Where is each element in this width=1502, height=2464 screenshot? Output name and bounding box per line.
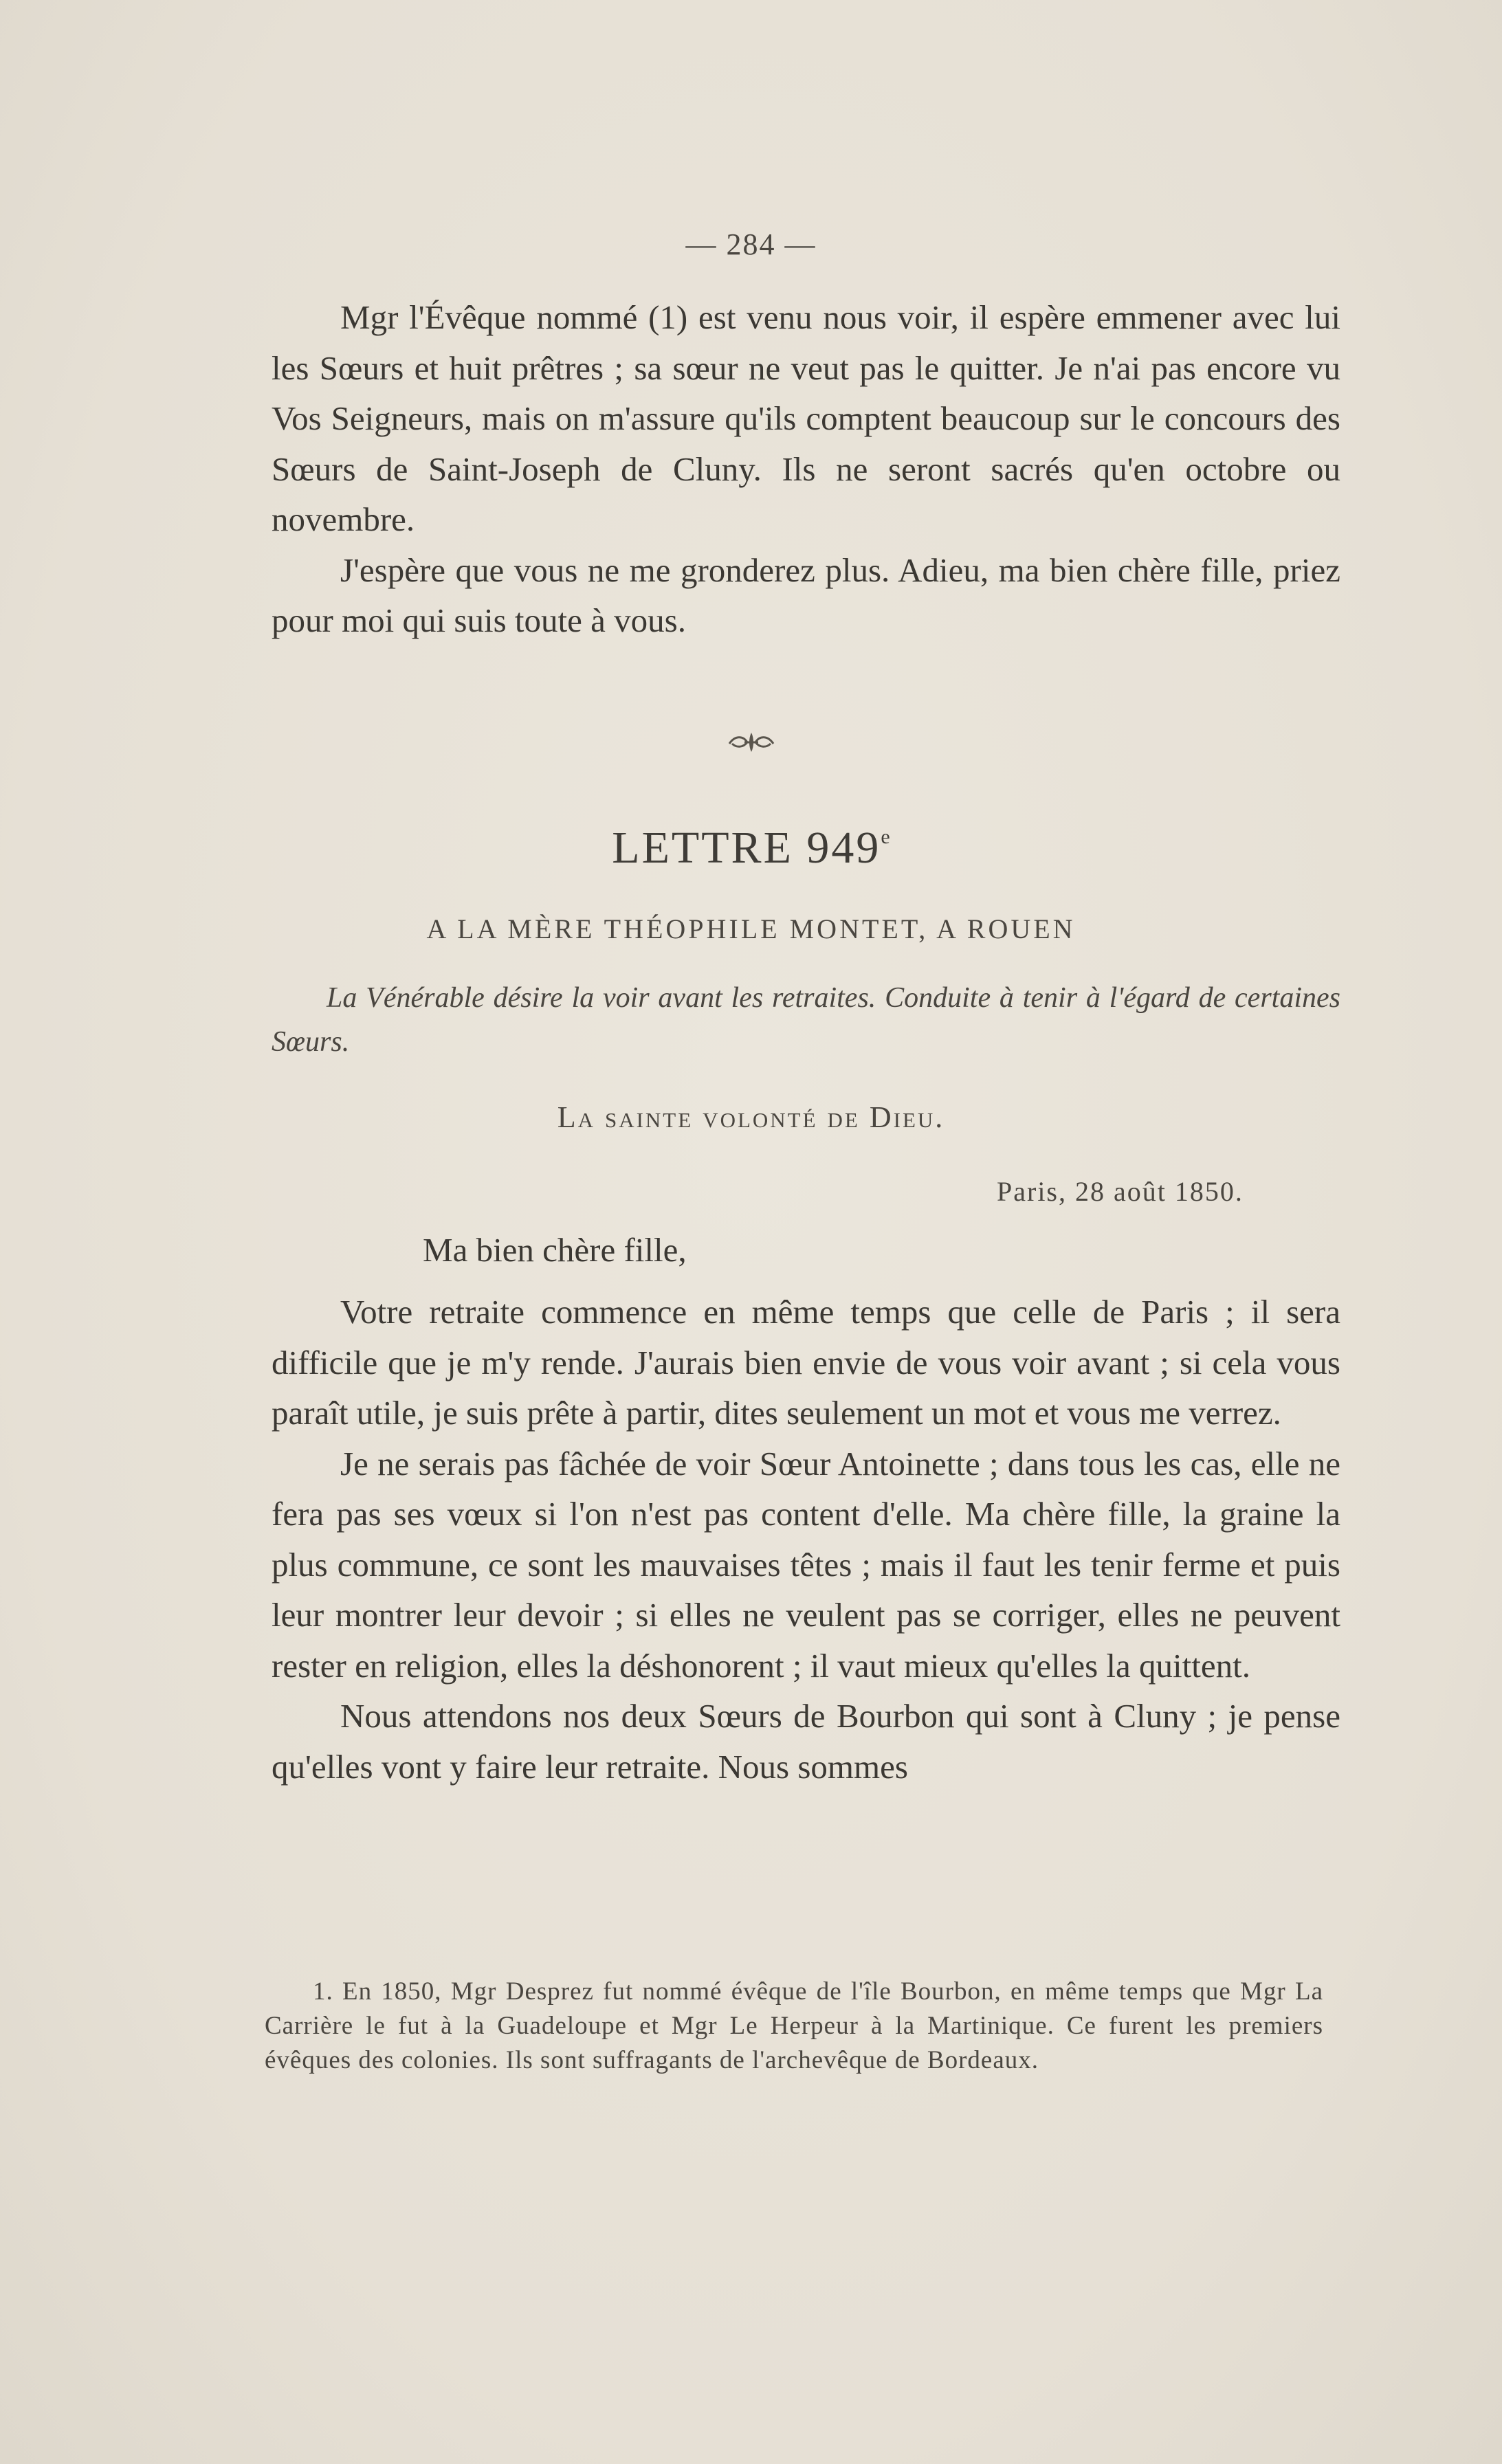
letter-title-suffix: e (881, 825, 890, 848)
fleuron-ornament-icon (0, 729, 1502, 759)
continued-letter-text (272, 292, 1340, 646)
letter-title-text: LETTRE 949 (612, 823, 881, 873)
letter-salutation: Ma bien chère fille, (423, 1231, 687, 1269)
letter-title (0, 822, 1502, 874)
letter-dateline: Paris, 28 août 1850. (997, 1176, 1244, 1207)
letter-motto: La sainte volonté de Dieu. (557, 1100, 945, 1134)
paragraph-sisters: Je ne serais pas fâchée de voir Sœur Antoinette ; dans tous les cas, elle ne fera pas ses vœux si l'on n'est pas content d'elle. Ma chère fille, la graine la plus commune, ce sont les mauvaises têtes ; mais il faut les tenir ferme et puis leur montrer leur devoir ; si elles ne veulent pas se corriger, elles ne peuvent rester en religion, elles la déshonorent ; il vaut mieux qu'elles la quittent. (272, 1444, 1340, 1685)
letter-recipient: A LA MÈRE THÉOPHILE MONTET, A ROUEN (426, 913, 1076, 944)
page-number: — 284 — (685, 227, 817, 261)
paragraph-farewell: J'espère que vous ne me gronderez plus. Adieu, ma bien chère fille, priez pour moi qui suis toute à vous. (272, 551, 1340, 639)
letter-body (272, 1287, 1340, 1792)
paragraph-bourbon-sisters: Nous attendons nos deux Sœurs de Bourbon qui sont à Cluny ; je pense qu'elles vont y faire leur retraite. Nous sommes (272, 1697, 1340, 1786)
footnote: 1. En 1850, Mgr Desprez fut nommé évêque de l'île Bourbon, en même temps que Mgr La Carrière le fut à la Guadeloupe et Mgr Le Herpeur à la Martinique. Ce furent les premiers évêques des colonies. Ils sont suffragants de l'archevêque de Bordeaux. (265, 1977, 1323, 2074)
paragraph-bishop-visit: Mgr l'Évêque nommé (1) est venu nous voir, il espère emmener avec lui les Sœurs et huit prêtres ; sa sœur ne veut pas le quitter. Je n'ai pas encore vu Vos Seigneurs, mais on m'assure qu'ils comptent beaucoup sur le concours des Sœurs de Saint-Joseph de Cluny. Ils ne seront sacrés qu'en octobre ou novembre. (272, 298, 1340, 538)
letter-summary: La Vénérable désire la voir avant les retraites. Conduite à tenir à l'égard de certaines Sœurs. (272, 982, 1340, 1058)
paragraph-retreat: Votre retraite commence en même temps que celle de Paris ; il sera difficile que je m'y rende. J'aurais bien envie de vous voir avant ; si cela vous paraît utile, je suis prête à partir, dites seulement un mot et vous me verrez. (272, 1293, 1340, 1432)
